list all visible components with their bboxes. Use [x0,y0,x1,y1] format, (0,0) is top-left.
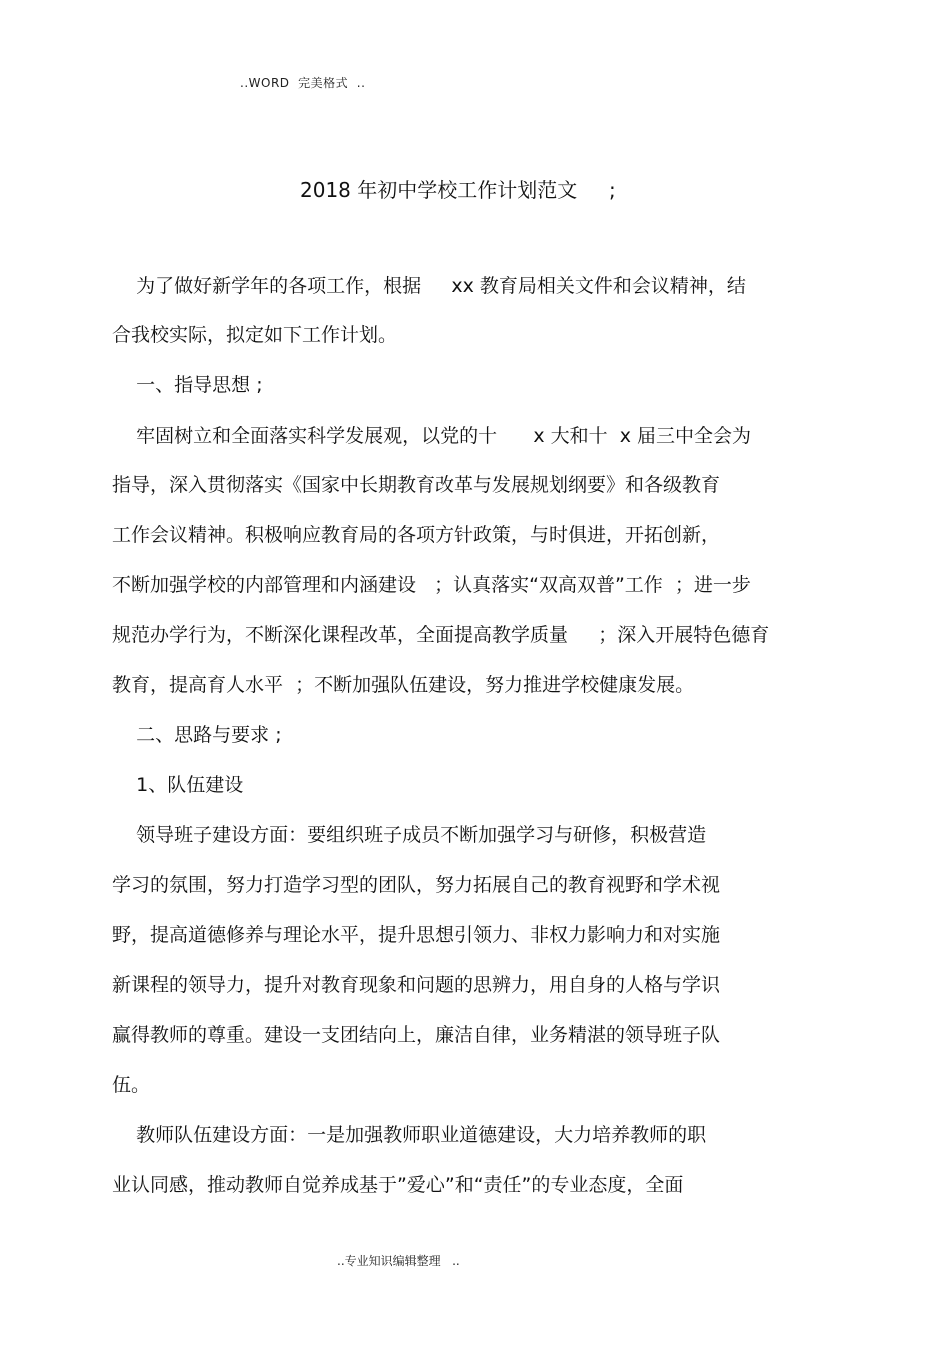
body-line: 教育，提高育人水平 ；不断加强队伍建设，努力推进学校健康发展。 [112,674,695,696]
body-line: 规范办学行为，不断深化课程改革，全面提高教学质量 ；深入开展特色德育 [112,624,770,646]
section-heading: 一、指导思想 ; [112,374,263,396]
body-line: 学习的氛围，努力打造学习型的团队，努力拓展自己的教育视野和学术视 [112,874,721,896]
page-footer: ..专业知识编辑整理 .. [337,1254,460,1268]
body-line: 业认同感，推动教师自觉养成基于”爱心”和“责任”的专业态度，全面 [112,1174,684,1196]
body-line: 为了做好新学年的各项工作，根据 xx 教育局相关文件和会议精神，结 [112,275,746,297]
body-line: 合我校实际，拟定如下工作计划。 [112,324,398,346]
body-line: 伍。 [112,1074,151,1096]
body-line: 工作会议精神。积极响应教育局的各项方针政策，与时俱进，开拓创新， [112,524,721,546]
body-line: 野，提高道德修养与理论水平，提升思想引领力、非权力影响力和对实施 [112,924,721,946]
body-line: 领导班子建设方面：要组织班子成员不断加强学习与研修，积极营造 [112,824,707,846]
body-line: 牢固树立和全面落实科学发展观，以党的十 x 大和十 x 届三中全会为 [112,425,752,447]
section-heading: 二、思路与要求 ; [112,724,282,746]
body-line: 新课程的领导力，提升对教育现象和问题的思辨力，用自身的人格与学识 [112,974,721,996]
page-header: ..WORD 完美格式 .. [240,76,366,90]
document-title: 2018 年初中学校工作计划范文 ; [300,178,616,202]
body-line: 不断加强学校的内部管理和内涵建设 ；认真落实“双高双普”工作 ；进一步 [112,574,751,596]
body-line: 赢得教师的尊重。建设一支团结向上，廉洁自律，业务精湛的领导班子队 [112,1024,721,1046]
body-line: 教师队伍建设方面：一是加强教师职业道德建设，大力培养教师的职 [112,1124,707,1146]
body-line: 指导，深入贯彻落实《国家中长期教育改革与发展规划纲要》和各级教育 [112,474,721,496]
subsection-heading: 1、队伍建设 [112,774,244,796]
